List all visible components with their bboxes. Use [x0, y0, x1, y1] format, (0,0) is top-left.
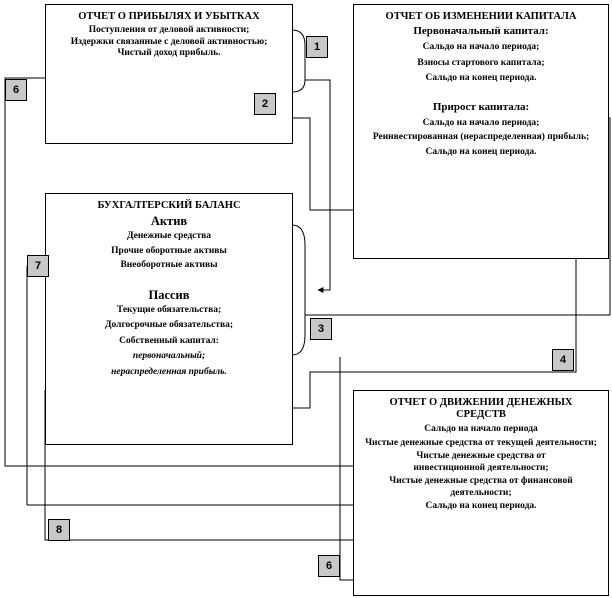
- equity-statement-title: ОТЧЕТ ОБ ИЗМЕНЕНИИ КАПИТАЛА: [385, 11, 577, 22]
- cash-line-2: Чистые денежные средства от текущей деятельности;: [365, 437, 597, 448]
- cash-flow-title: ОТЧЕТ О ДВИЖЕНИИ ДЕНЕЖНЫХ СРЕДСТВ: [389, 397, 573, 420]
- marker-4: 4: [552, 349, 574, 371]
- marker-2: 2: [254, 93, 276, 115]
- equity-section2-title: Прирост капитала:: [432, 100, 530, 113]
- marker-6-top: 6: [5, 79, 27, 101]
- equity-s1-line-2: Взносы стартового капитала;: [417, 57, 545, 68]
- balance-sheet-title: БУХГАЛТЕРСКИЙ БАЛАНС: [97, 200, 241, 211]
- income-line-2: Издержки связанные с деловой активностью;: [70, 36, 268, 47]
- asset-line-1: Денежные средства: [126, 231, 212, 241]
- equity-s2-line-1: Сальдо на начало периода;: [422, 117, 540, 128]
- cash-line-3: Чистые денежные средства от инвестиционной деятельности;: [413, 451, 549, 473]
- liabilities-title: Пассив: [148, 287, 190, 302]
- asset-line-3: Внеоборотные активы: [120, 260, 218, 270]
- equity-sub-2: нераспределенная прибыль.: [111, 366, 227, 377]
- asset-line-2: Прочие оборотные активы: [111, 245, 227, 256]
- marker-8: 8: [48, 519, 70, 541]
- cash-flow-box: [353, 390, 609, 596]
- marker-1: 1: [306, 36, 328, 58]
- liability-line-3: Собственный капитал:: [119, 335, 219, 346]
- income-line-1: Поступления от деловой активности;: [88, 25, 250, 35]
- liability-line-2: Долгосрочные обязательства;: [104, 320, 234, 330]
- equity-sub-1: первоначальный;: [132, 351, 206, 361]
- cash-line-1: Сальдо на начало периода: [424, 424, 538, 434]
- cash-line-4: Чистые денежные средства от финансовой деятельности;: [389, 476, 573, 498]
- equity-section1-title: Первоначальный капитал:: [413, 25, 549, 37]
- equity-s1-line-1: Сальдо на начало периода;: [422, 42, 540, 52]
- balance-sheet-box: [45, 193, 293, 445]
- income-statement-title: ОТЧЕТ О ПРИБЫЛЯХ И УБЫТКАХ: [78, 11, 260, 22]
- brace-1: [292, 30, 305, 92]
- equity-s1-line-3: Сальдо на конец периода.: [425, 73, 537, 83]
- marker-7: 7: [27, 255, 49, 277]
- assets-title: Актив: [150, 214, 188, 228]
- liability-line-1: Текущие обязательства;: [116, 304, 222, 315]
- brace-3: [292, 225, 305, 355]
- income-line-3: Чистый доход прибыль.: [117, 48, 221, 58]
- marker-3: 3: [310, 318, 332, 340]
- connector-1-to-balance: [305, 80, 330, 290]
- marker-6-bottom: 6: [318, 555, 340, 577]
- cash-line-5: Сальдо на конец периода.: [425, 501, 537, 511]
- equity-s2-line-3: Сальдо на конец периода.: [425, 146, 537, 157]
- equity-s2-line-2: Реинвестированная (нераспределенная) прибыль;: [372, 132, 590, 142]
- equity-statement-box: [353, 4, 609, 259]
- income-statement-box: [45, 4, 293, 144]
